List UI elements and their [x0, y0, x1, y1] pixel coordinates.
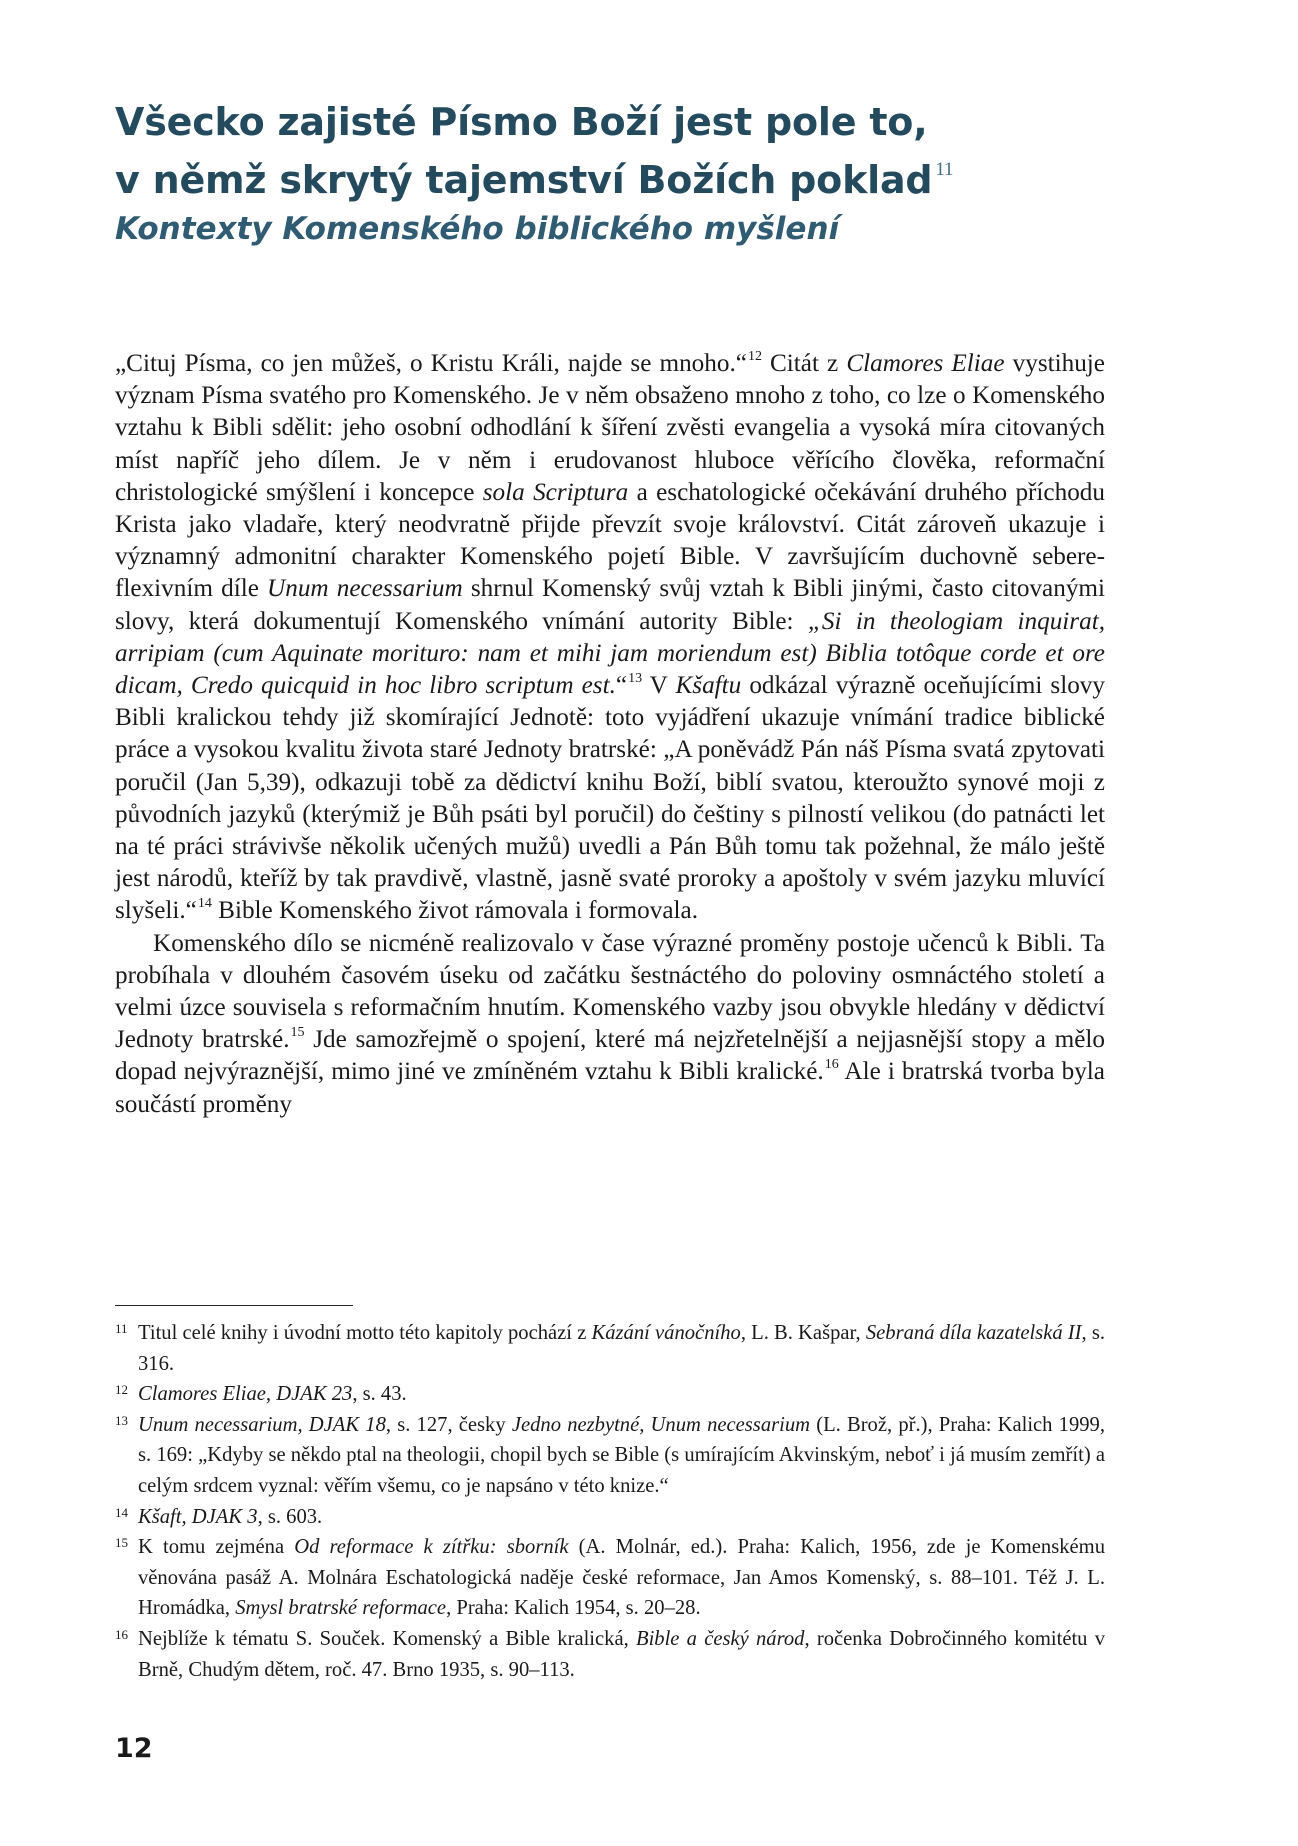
footnote-ref-15: 15: [290, 1025, 305, 1041]
chapter-title-line-2: v němž skrytý tajemství Božích poklad $^{11}$: [115, 158, 954, 202]
footnote-ref-14: 14: [197, 896, 212, 912]
footnotes: [115, 1318, 1105, 1685]
footnote-14: 14 Kšaft, DJAK 3, s. 603.: [115, 1504, 323, 1528]
paragraph-2: Komenského dílo se nicméně realizovalo v čase výrazné proměny postoje učenců k Bibli. Ta probíhala v dlouhém časovém úseku od začátku šestnáctého do poloviny osmnáctého století a velmi úzce souvisela s reformačním hnutím. Komenského vazby jsou obvykle hledány v dědictví Jednoty bratrské.$^{15}$ Jde samozřejmě o spojení, které má nejzřetelnější a nejjasnější stopy a mělo dopad nejvýraznější, mimo jiné ve zmíněném vztahu k Bibli kralické.$^{16}$ Ale i bratrská tvorba byla součástí proměny: [115, 929, 1105, 1118]
footnote-ref-13: 13: [628, 671, 643, 687]
footnote-12: 12 Clamores Eliae, DJAK 23, s. 43.: [115, 1382, 407, 1406]
footnote-15: 15 K tomu zejména Od reformace k zítřku: sborník (A. Molnár, ed.). Praha: Kalich, 1956, zde je Komenskému věnována pasáž A. Molnára Eschatologická naděje české reformace, Jan Amos Komenský, s. 88–101. Též J. L. Hromádka, Smysl bratrské reformace, Praha: Kalich 1954, s. 20–28.: [115, 1535, 1105, 1620]
footnote-ref-16: 16: [824, 1057, 839, 1073]
chapter-title-line-1: Všecko zajisté Písmo Boží jest pole to,: [115, 100, 928, 144]
footnote-separator: [115, 1305, 353, 1306]
chapter-heading: [115, 98, 1115, 250]
body-text: [115, 348, 1105, 1121]
footnote-13: 13 Unum necessarium, DJAK 18, s. 127, česky Jedno nezbytné, Unum necessarium (L. Brož, př.), Praha: Kalich 1999, s. 169: „Kdyby se někdo ptal na theologii, chopil bych se Bible (s umírajícím Akvinským, neboť i já musím zemřít) a celým srdcem vyznal: věřím všemu, co je napsáno v této knize.“: [115, 1412, 1105, 1497]
chapter-subtitle: Kontexty Komenského biblického myšlení: [115, 211, 840, 247]
paragraph-1: „Cituj Písma, co jen můžeš, o Kristu Králi, najde se mnoho.“$^{12}$ Citát z Clamores Eliae vystihuje význam Písma svatého pro Komenského. Je v něm obsaženo mnoho z toho, co lze o Komenského vztahu k Bibli sdělit: jeho osobní odhodlání k šíření zvěsti evangelia a vysoká míra citovaných míst napříč jeho dílem. Je v něm i erudovanost hluboce věřícího člověka, reformační christologické smýšlení i koncepce sola Scriptura a eschatologické očekávání druhého příchodu Krista jako vladaře, který neodvratně přijde převzít svoje království. Citát zároveň ukazuje i významný admonitní charakter Komenského pojetí Bible. V završujícím duchovně sebereflexivním díle Unum necessarium shrnul Komenský svůj vztah k Bibli jinými, často citovanými slovy, která dokumentují Komenského vnímání autority Bible: „Si in theologiam inquirat, arripiam (cum Aquinate morituro: nam et mihi jam moriendum est) Biblia totôque corde et ore dicam, Credo quicquid in hoc libro scriptum est.“$^{13}$ V Kšaftu odkázal výrazně oceňujícími slovy Bibli kralickou tehdy již skomírající Jednotě: toto vyjádření ukazuje vnímání tradice biblické práce a vysokou kvalitu života staré Jednoty bratrské: „A poněvádž Pán náš Písma svatá zpytovati poručil (Jan 5,39), odkazuji tobě za dědictví knihu Boží, biblí svatou, kteroužto synové moji z původních jazyků (kterýmiž je Bůh psáti byl poručil) do češtiny s pilností velikou (do patnácti let na té práci strávivše několik učených mužů) uvedli a Pán Bůh tomu tak požehnal, že málo ještě jest národů, kteříž by tak pravdivě, vlastně, jasně svaté proroky a apoštoly v svém jazyku mluvící slyšeli.“$^{14}$ Bible Komenského život rámovala i formovala.: [115, 349, 1105, 925]
footnote-11: 11 Titul celé knihy i úvodní motto této kapitoly pochází z Kázání vánočního, L. B. Kašpar, Sebraná díla kazatelská II, s. 316.: [115, 1321, 1105, 1375]
page-number: 12: [115, 1733, 153, 1764]
footnote-ref-12: 12: [747, 349, 762, 364]
footnote-16: 16 Nejblíže k tématu S. Souček. Komenský a Bible kralická, Bible a český národ, ročenka Dobročinného komitétu v Brně, Chudým dětem, roč. 47. Brno 1935, s. 90–113.: [115, 1626, 1106, 1681]
title-footnote-ref: 11: [935, 159, 954, 180]
